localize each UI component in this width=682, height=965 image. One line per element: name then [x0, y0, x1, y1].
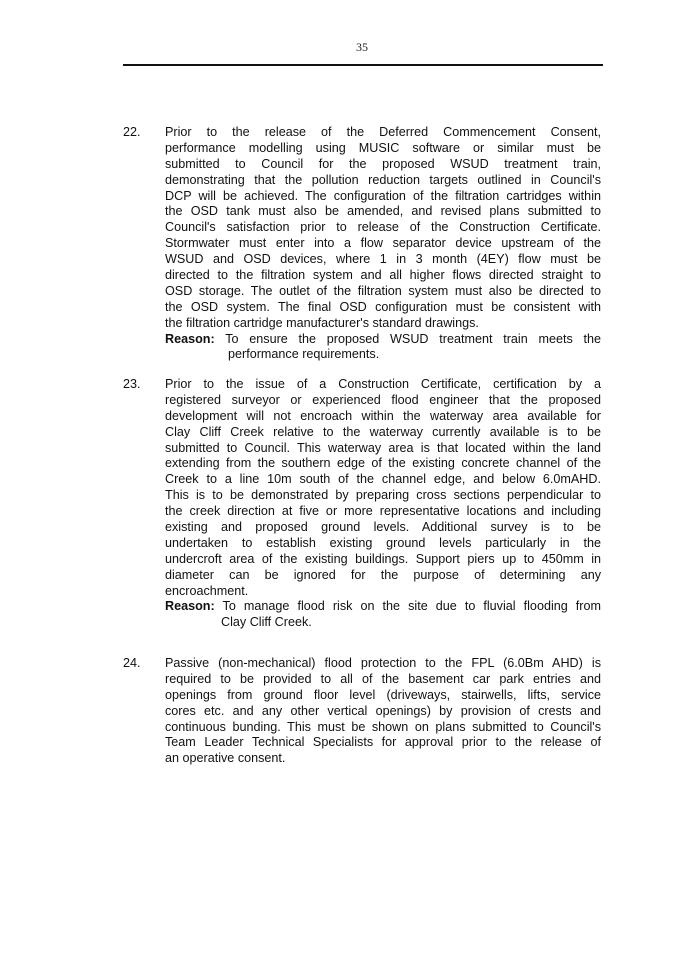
reason-label: Reason:	[165, 599, 215, 614]
text-line: DCP will be achieved. The configuration of the filtration cartridges within	[165, 188, 601, 203]
text-line: WSUD and OSD devices, where 1 in 3 month (4EY) flow must be	[165, 252, 601, 267]
reason	[165, 599, 601, 631]
reason-line	[165, 332, 601, 348]
text-line: submitted to Council. This waterway area is that located within the land	[165, 440, 601, 455]
text-line: Council's satisfaction prior to release of the Construction Certificate.	[165, 220, 601, 235]
condition-number: 22.	[123, 125, 141, 139]
text-line: submitted to Council for the proposed WSUD treatment train,	[165, 156, 601, 171]
text-line: Team Leader Technical Specialists for approval prior to the release of	[165, 735, 601, 750]
header-rule	[123, 64, 603, 66]
reason	[165, 332, 601, 364]
condition-body	[165, 125, 601, 363]
text-line: diameter can be ignored for the purpose of determining any	[165, 567, 601, 582]
text-line: OSD storage. The outlet of the filtration system must also be directed to	[165, 283, 601, 298]
text-line: Clay Cliff Creek relative to the waterway currently available is to be	[165, 424, 601, 439]
text-line: existing and proposed ground levels. Additional survey is to be	[165, 520, 601, 535]
text-line: extending from the southern edge of the existing concrete channel of the	[165, 456, 601, 471]
text-line: the creek direction at five or more representative locations and including	[165, 504, 601, 519]
reason-text: To manage flood risk on the site due to fluvial flooding from	[222, 599, 601, 614]
text-line: Passive (non-mechanical) flood protection to the FPL (6.0Bm AHD) is	[165, 656, 601, 670]
page-number: 35	[356, 40, 368, 54]
text-line: directed to the filtration system and all higher flows directed straight to	[165, 268, 601, 283]
text-line: the OSD tank must also be amended, and revised plans submitted to	[165, 204, 601, 219]
text-line: undertaken to establish existing ground levels particularly in the	[165, 535, 601, 550]
text-line: This is to be demonstrated by preparing cross sections perpendicular to	[165, 488, 601, 503]
text-line: performance modelling using MUSIC software or similar must be	[165, 140, 601, 155]
text-line: Prior to the release of the Deferred Commencement Consent,	[165, 125, 601, 139]
reason-continuation: Clay Cliff Creek.	[221, 615, 312, 630]
text-line: Prior to the issue of a Construction Certificate, certification by a	[165, 377, 601, 391]
text-line: encroachment.	[165, 583, 249, 598]
text-line: cores etc. and any other vertical openings) by provision of crests and	[165, 703, 601, 718]
reason-text: To ensure the proposed WSUD treatment train meets the	[225, 331, 601, 346]
text-line: continuous bunding. This must be shown on plans submitted to Council's	[165, 719, 601, 734]
condition-body	[165, 656, 601, 767]
text-line: the filtration cartridge manufacturer's standard drawings.	[165, 315, 479, 330]
text-line: an operative consent.	[165, 751, 286, 766]
reason-continuation: performance requirements.	[228, 347, 380, 362]
reason-label: Reason:	[165, 331, 215, 346]
condition-body	[165, 377, 601, 631]
text-line: undercroft area of the existing buildings. Support piers up to 450mm in	[165, 551, 601, 566]
condition-number: 23.	[123, 377, 141, 391]
text-line: demonstrating that the pollution reduction targets outlined in Council's	[165, 172, 601, 187]
reason-line	[165, 599, 601, 615]
condition-number: 24.	[123, 656, 141, 670]
text-line: openings from ground floor level (driveways, stairwells, lifts, service	[165, 687, 601, 702]
text-line: registered surveyor or experienced flood engineer that the proposed	[165, 392, 601, 407]
text-line: required to be provided to all of the basement car park entries and	[165, 671, 601, 686]
text-line: development will not encroach within the waterway area available for	[165, 408, 601, 423]
text-line: the OSD system. The final OSD configuration must be consistent with	[165, 299, 601, 314]
text-line: Creek to a line 10m south of the channel edge, and below 6.0mAHD.	[165, 472, 601, 487]
text-line: Stormwater must enter into a flow separator device upstream of the	[165, 236, 601, 251]
